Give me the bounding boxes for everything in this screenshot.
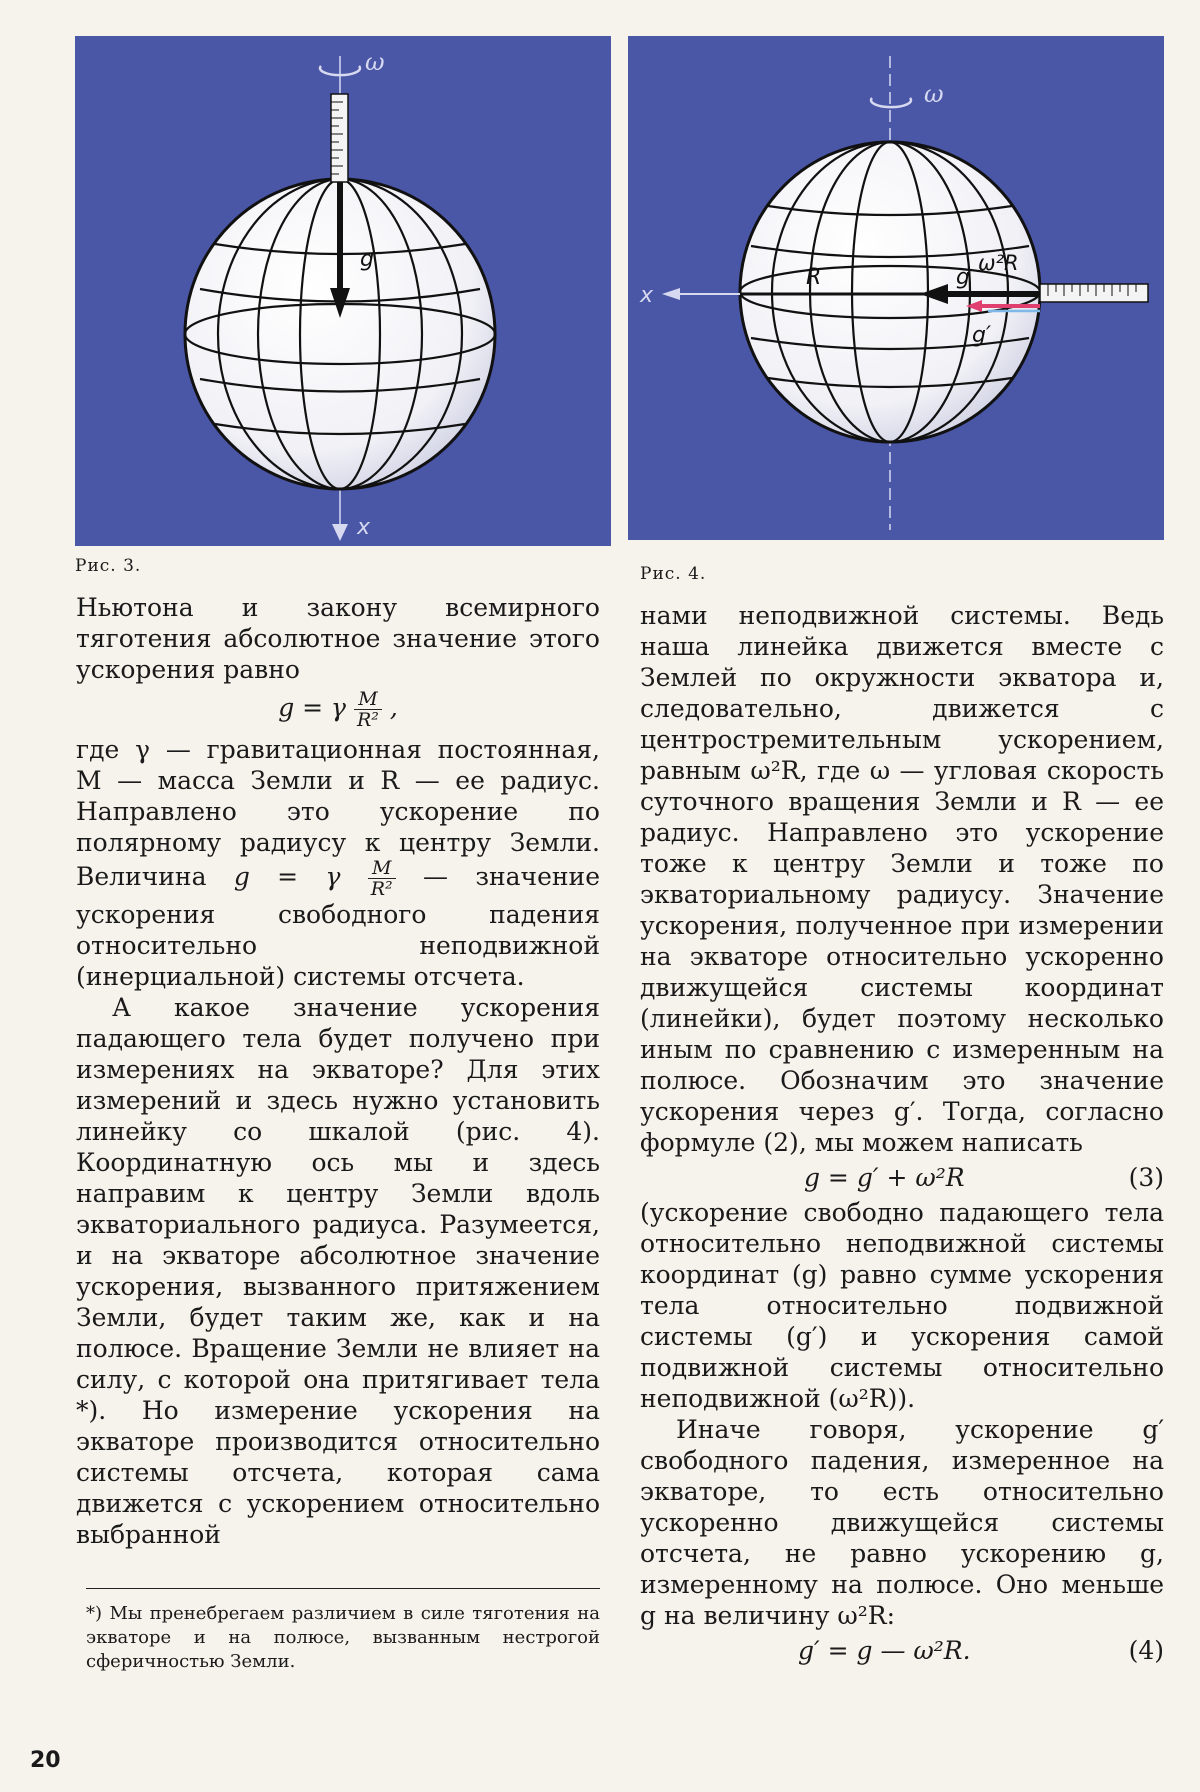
- inline-formula-numerator: M: [368, 858, 396, 879]
- equation-4-number: (4): [1128, 1636, 1164, 1665]
- gprime-label: g′: [972, 323, 991, 348]
- right-paragraph-2: (ускорение свободно падающего тела относительно неподвижной системы координат (g) равно сумме ускорения тела относительно подвижной системы (g′) и ускорения самой подвижной системы относительно неподвижной (ω²R)).: [640, 1198, 1164, 1413]
- footnote: *) Мы пренебрегаем различием в силе тяготения на экваторе и на полюсе, вызванным нестрогой сферичностью Земли.: [86, 1603, 600, 1672]
- inline-formula-denominator: R²: [370, 878, 393, 900]
- left-paragraph-1: Ньютона и закону всемирного тяготения абсолютное значение этого ускорения равно: [76, 593, 600, 684]
- right-paragraph-3: Иначе говоря, ускорение g′ свободного падения, измеренное на экваторе, то есть относительно ускоренно движущейся системы отсчета, не равно ускорению g, измеренному на полюсе. Оно меньше g на величину ω²R:: [640, 1415, 1164, 1630]
- R-label: R: [806, 265, 822, 290]
- figure-3-caption: Рис. 3.: [75, 556, 142, 576]
- footnote-divider: [86, 1588, 600, 1589]
- formula-numerator: M: [354, 689, 382, 710]
- formula-denominator: R²: [356, 709, 379, 731]
- left-paragraph-2a: где γ — гравитационная постоянная, M — масса Земли и R — ее радиус. Направлено это ускорение по полярному радиусу к центру Земли. Величина: [76, 735, 600, 891]
- right-column: [640, 600, 1164, 1670]
- left-paragraph-2b: — значение ускорения свободного падения относительно неподвижной (инерциальной) системы отсчета.: [76, 862, 600, 991]
- formula-gravity: [76, 689, 600, 730]
- x-axis-label: x: [357, 515, 371, 540]
- left-paragraph-2: [76, 734, 600, 992]
- left-column: [76, 592, 600, 1550]
- figure-3-svg: [75, 36, 611, 546]
- g-label: g: [360, 247, 374, 272]
- figure-4-svg: [628, 36, 1164, 540]
- inline-formula-fraction: [368, 858, 396, 899]
- formula-tail: ,: [389, 693, 398, 722]
- inline-formula-lhs: g = γ: [233, 862, 341, 891]
- rotation-arrow-icon: [871, 98, 911, 107]
- axis-arrowhead: [332, 524, 348, 541]
- right-paragraph-1: нами неподвижной системы. Ведь наша линейка движется вместе с Землей по окружности экватора и, следовательно, движется с центростремительным ускорением, равным ω²R, где ω — угловая скорость суточного вращения Земли и R — ее радиус. Направлено это ускорение тоже к центру Земли и тоже по экваториальному радиусу. Значение ускорения, полученное при измерении на экваторе относительно ускоренно движущейся системы координат (линейки), будет поэтому несколько иным по сравнению с измеренным на полюсе. Обозначим это значение ускорения через g′. Тогда, согласно формуле (2), мы можем написать: [640, 601, 1164, 1157]
- equation-4-body: g′ = g — ω²R.: [797, 1636, 971, 1665]
- page-number: 20: [30, 1748, 61, 1773]
- g-label: g: [956, 265, 970, 290]
- omega-label: ω: [924, 80, 944, 108]
- figure-4-globe-equator: [628, 36, 1164, 540]
- equation-3: [640, 1162, 1164, 1193]
- formula-fraction: [354, 689, 382, 730]
- equation-3-number: (3): [1128, 1163, 1164, 1192]
- formula-lhs: g = γ: [278, 693, 346, 722]
- x-axis-label: x: [640, 283, 654, 308]
- figure-3-globe-pole: [75, 36, 611, 546]
- omega-label: ω: [365, 48, 385, 76]
- w2R-label: ω²R: [978, 251, 1019, 275]
- equation-4: [640, 1635, 1164, 1666]
- figure-4-caption: Рис. 4.: [640, 564, 707, 584]
- left-paragraph-3: А какое значение ускорения падающего тела будет получено при измерениях на экваторе? Для этих измерений и здесь нужно установить линейку со шкалой (рис. 4). Координатную ось мы и здесь направим к центру Земли вдоль экваториального радиуса. Разумеется, и на экваторе абсолютное значение ускорения, вызванного притяжением Земли, будет таким же, как и на полюсе. Вращение Земли не влияет на силу, с которой она притягивает тела *). Но измерение ускорения на экваторе производится относительно системы отсчета, которая сама движется с ускорением относительно выбранной: [76, 993, 600, 1549]
- ruler: [331, 94, 348, 182]
- x-axis-arrowhead: [662, 288, 680, 300]
- equation-3-body: g = g′ + ω²R: [803, 1163, 965, 1192]
